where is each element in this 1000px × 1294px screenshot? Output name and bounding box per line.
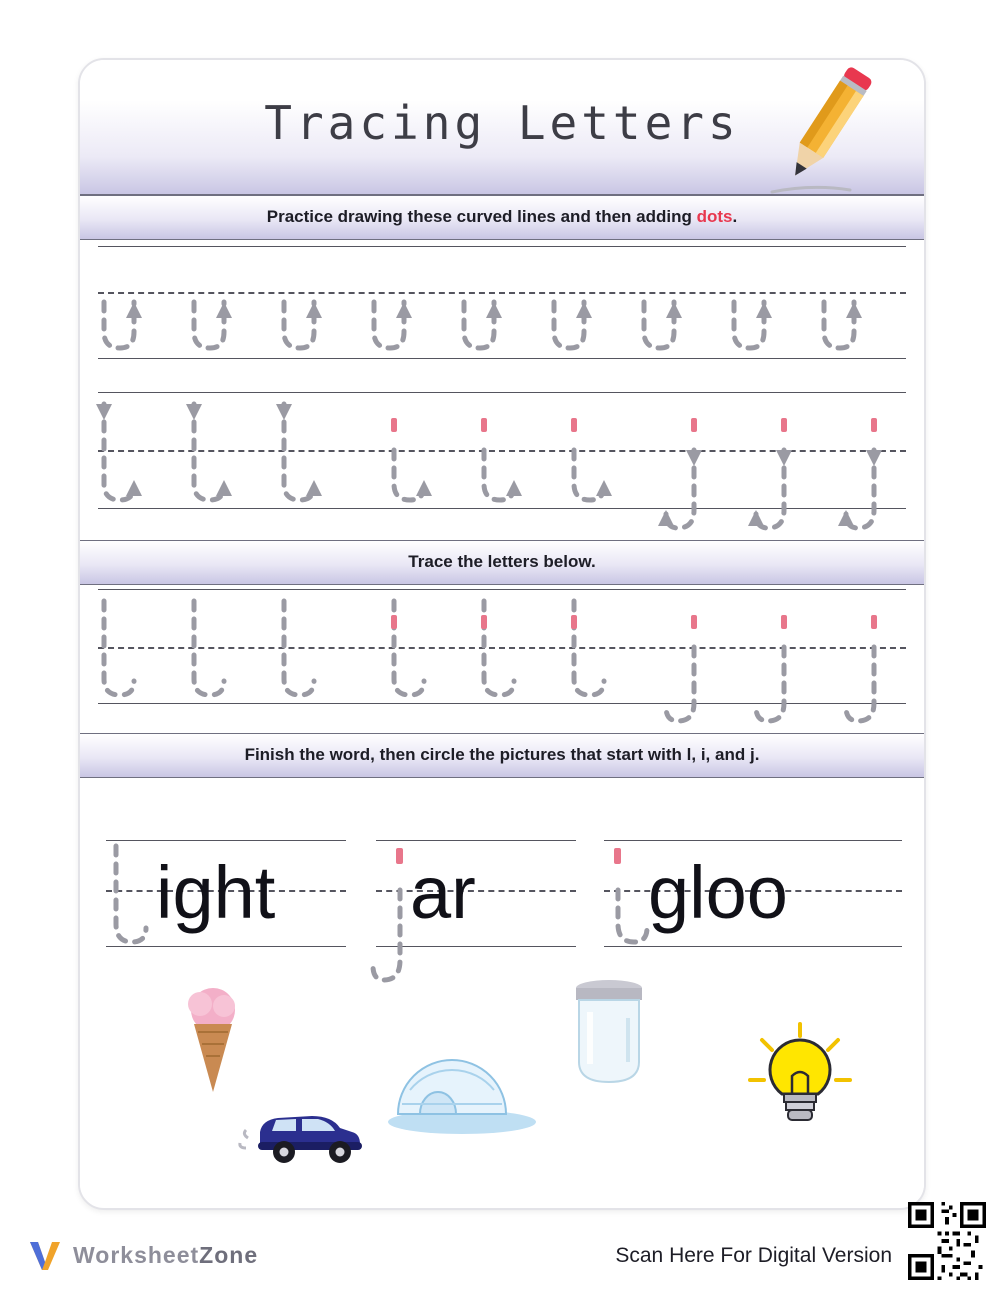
light-bulb-icon [740,1016,860,1146]
ice-cream-icon [176,980,250,1096]
scan-text: Scan Here For Digital Version [615,1244,892,1267]
instruction-3-part-4: , and [705,745,750,764]
igloo-icon [380,1030,540,1136]
car-icon [240,1098,370,1168]
practice-row-2 [80,388,924,540]
title-band [80,60,924,195]
jar-icon [566,966,652,1094]
row-3-glyphs [80,585,924,733]
instruction-3-letter-l: l [686,745,692,764]
word-1-rest: ight [156,851,276,934]
practice-row-1 [80,240,924,388]
brand-first: Worksheet [73,1241,200,1268]
brand-name [73,1242,258,1269]
worksheet-sheet [78,58,926,1210]
row-1-glyphs [80,240,924,388]
word-2-rest: ar [410,851,476,934]
instruction-2-text: Trace the letters below. [408,552,596,571]
instruction-3-part-0: Finish the word, then circle the pictures that start with [244,745,687,764]
instruction-3-letter-i: i [700,745,706,764]
worksheet-zone-v-icon [26,1236,64,1274]
word-3-rest: gloo [648,851,788,934]
word-picture-zone [80,778,924,1198]
row-2-glyphs [80,388,924,540]
pencil-icon [764,58,884,206]
qr-code[interactable] [908,1202,986,1280]
instruction-trace-letters [80,540,924,585]
brand-logo[interactable] [26,1236,258,1274]
practice-row-3 [80,585,924,733]
page-footer [0,1208,1000,1294]
word-1-trace-letter [102,836,162,956]
brand-second: Zone [199,1241,259,1268]
instruction-3-part-2: , [691,745,701,764]
instruction-1-text-after: . [732,207,738,226]
instruction-finish-word [80,733,924,778]
page-title: Tracing Letters [264,96,740,150]
instruction-1-text-before: Practice drawing these curved lines and then adding [266,207,697,226]
instruction-3-part-6: . [754,745,760,764]
instruction-3-letter-j: j [749,745,755,764]
instruction-1-highlight: dots [696,207,733,226]
